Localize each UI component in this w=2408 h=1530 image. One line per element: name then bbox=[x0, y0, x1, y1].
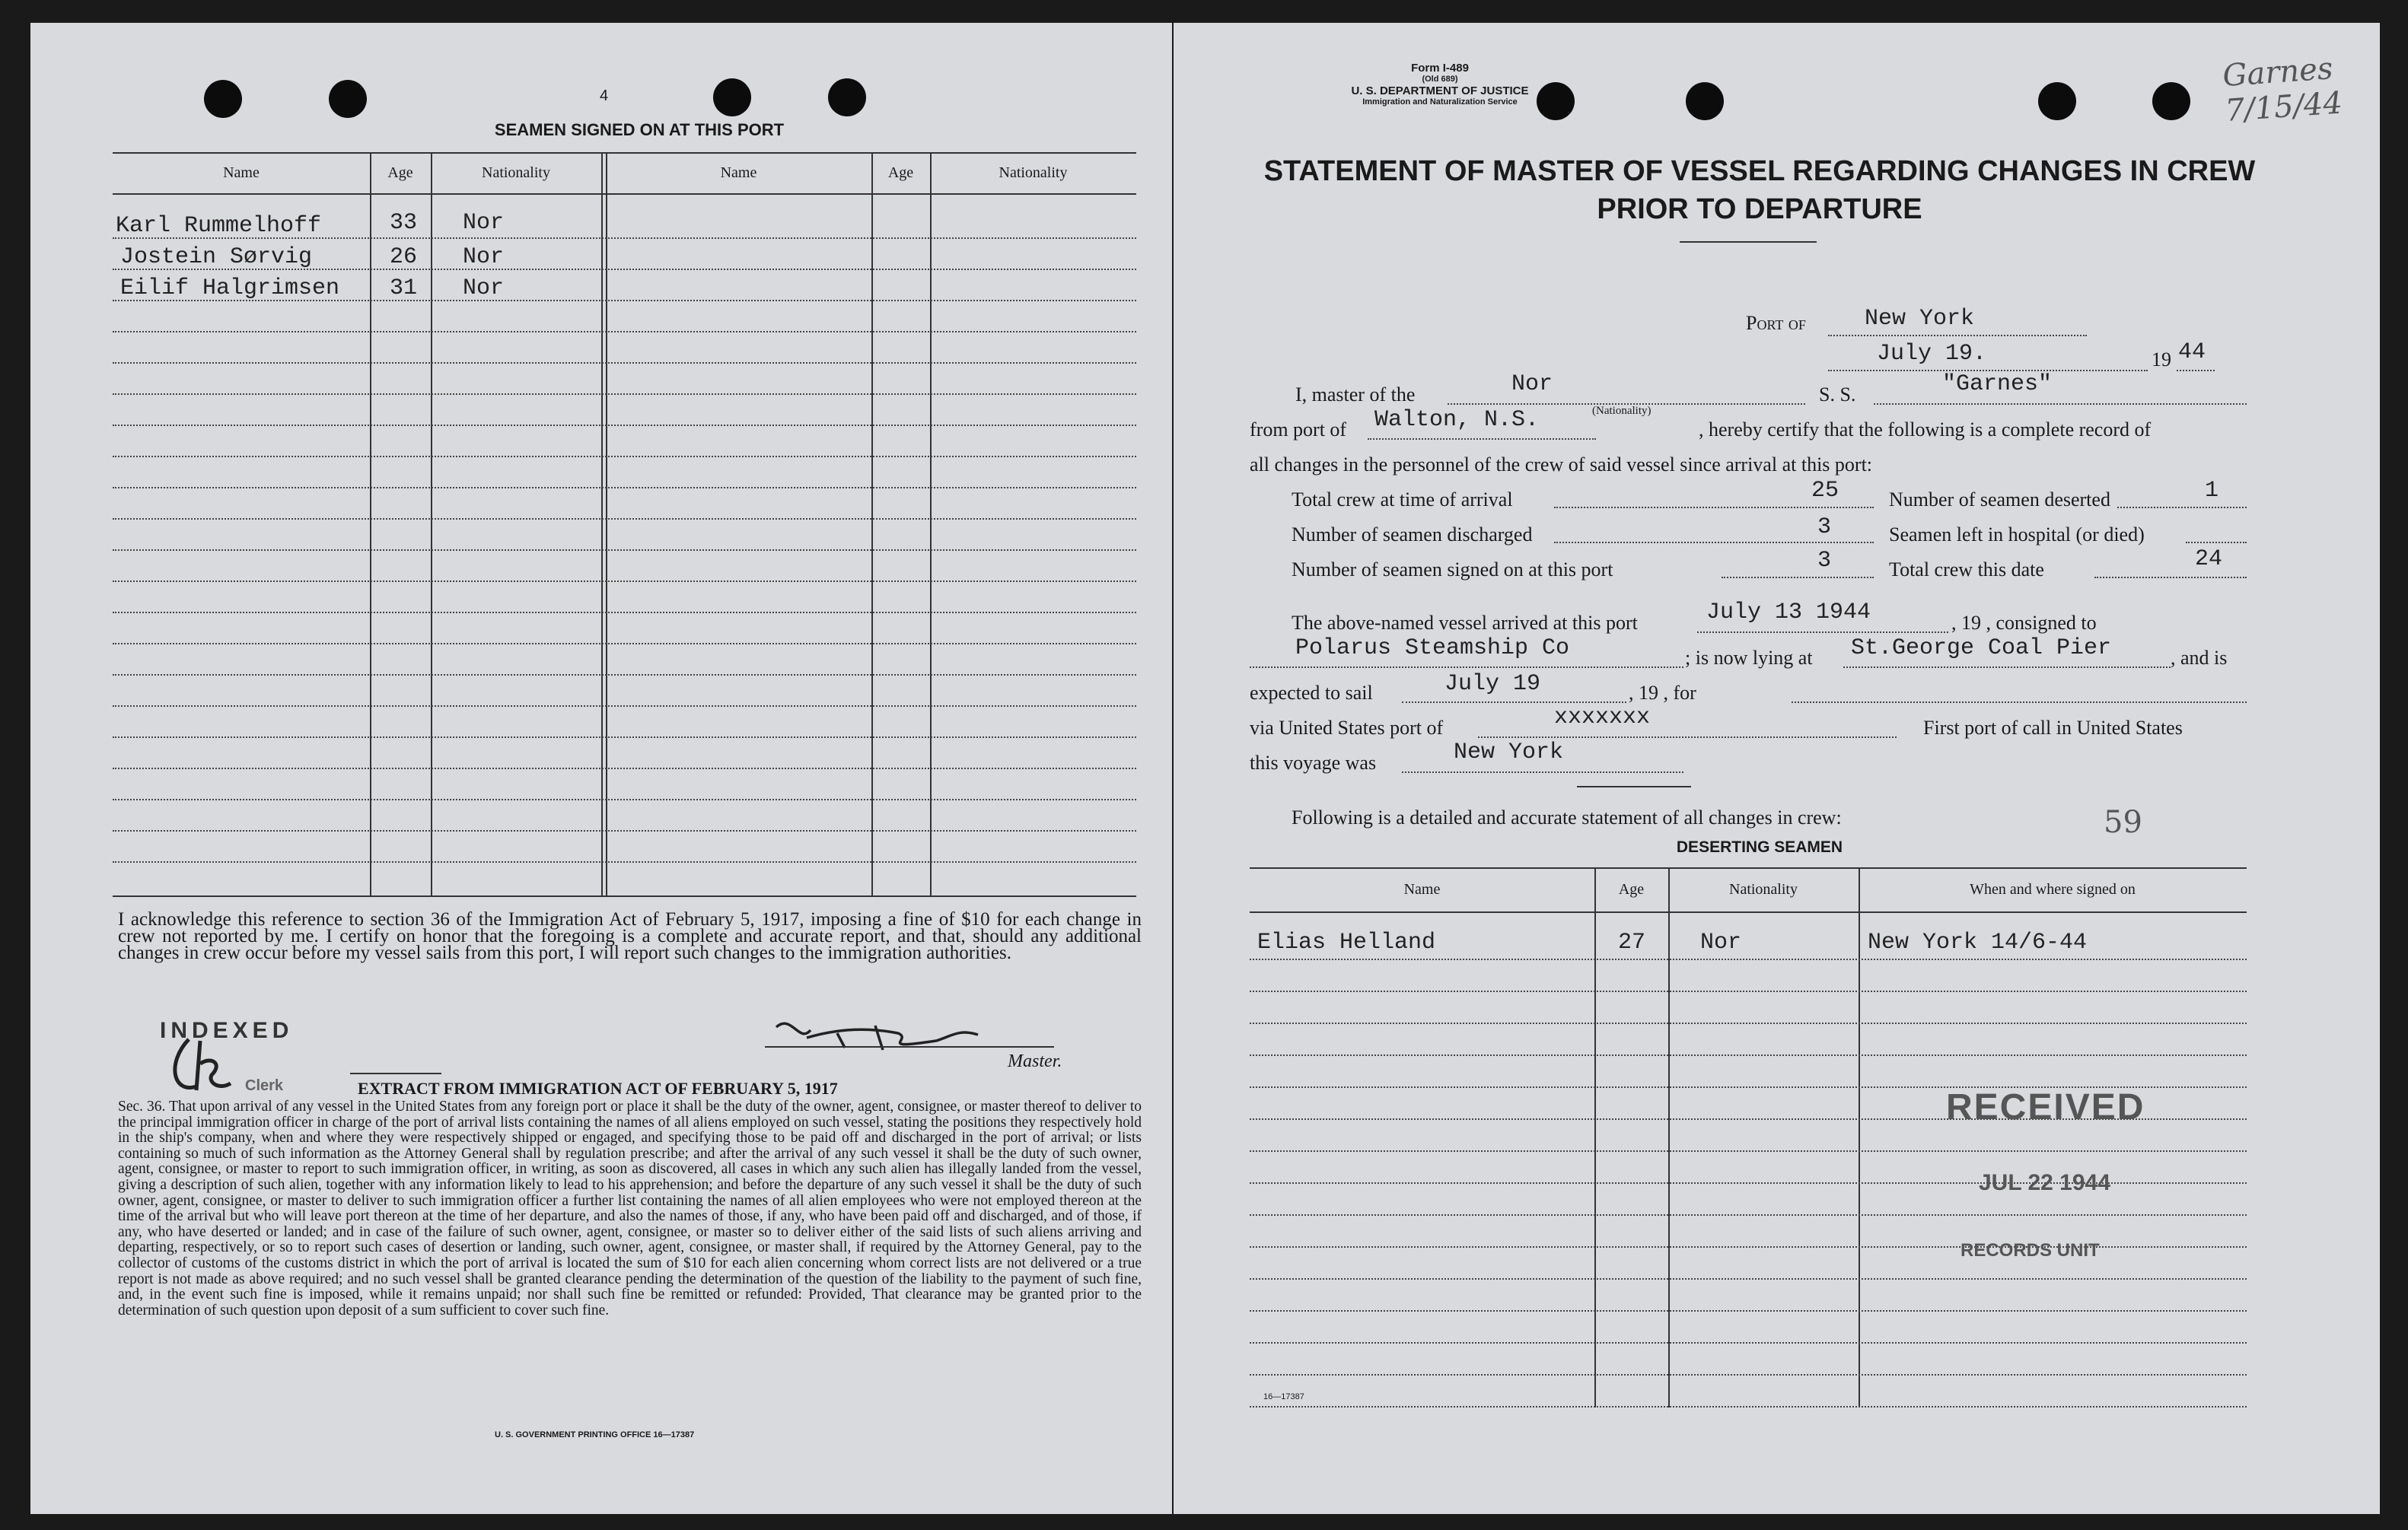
col-divider bbox=[1859, 867, 1860, 1408]
first-port-label: First port of call in United States bbox=[1923, 717, 2183, 739]
received-stamp: RECEIVED bbox=[1946, 1087, 2145, 1128]
seaman-name: Karl Rummelhoff bbox=[116, 213, 322, 239]
records-unit: RECORDS UNIT bbox=[1960, 1240, 2100, 1261]
stat-leader bbox=[1554, 507, 1874, 508]
stat-value: 3 bbox=[1817, 548, 1832, 574]
col-header-age: Age bbox=[387, 164, 413, 181]
stat-label: Total crew this date bbox=[1889, 558, 2044, 581]
table-bottom-rule bbox=[113, 895, 1136, 897]
voyage-value: New York bbox=[1454, 740, 1564, 765]
extract-title: EXTRACT FROM IMMIGRATION ACT OF FEBRUARY 5, 1917 bbox=[358, 1079, 838, 1098]
table-top-rule bbox=[113, 152, 1136, 154]
col-divider bbox=[601, 152, 603, 895]
via-field bbox=[1478, 712, 1897, 738]
col-header-nationality: Nationality bbox=[482, 164, 550, 181]
consignee-value: Polarus Steamship Co bbox=[1295, 635, 1570, 661]
title-line-1: STATEMENT OF MASTER OF VESSEL REGARDING CHANGES IN CREW bbox=[1263, 155, 2256, 187]
col-header-nationality: Nationality bbox=[1729, 881, 1798, 898]
form-old: (Old 689) bbox=[1422, 75, 1458, 84]
seaman-nationality: Nor bbox=[463, 275, 505, 301]
expected-label: expected to sail bbox=[1250, 682, 1373, 704]
port-of-value: New York bbox=[1865, 306, 1975, 332]
deserting-top-rule bbox=[1250, 867, 2247, 869]
seaman-nationality: Nor bbox=[463, 244, 505, 270]
col-header-name: Name bbox=[223, 164, 260, 181]
col-divider bbox=[930, 152, 932, 895]
stat-label: Number of seamen signed on at this port bbox=[1292, 558, 1613, 581]
master-of-label: I, master of the bbox=[1295, 383, 1416, 406]
year-value: 44 bbox=[2178, 339, 2206, 365]
title-rule bbox=[1680, 241, 1817, 243]
ss-value: "Garnes" bbox=[1942, 371, 2053, 397]
acknowledgement-text: I acknowledge this reference to section 36 of the Immigration Act of February 5, 1917, imposing a fine of $10 for each change in crew not reported by me. I certify on honor that the foregoing is a complete and accurate report, and that, should any additional changes in crew occur before my vessel sails from this port, I will report such changes to the immigration authorities. bbox=[118, 909, 1142, 963]
title-line-2: PRIOR TO DEPARTURE bbox=[1597, 193, 1922, 225]
extract-text: Sec. 36. That upon arrival of any vessel in the United States from any foreign port or place it shall be the duty of the owner, agent, consignee, or master thereof to deliver to the principal immigration officer in charge of the port of arrival lists containing the names of all aliens employed on such vessel, stating the positions they respectively hold in the ship's company, when and where they were respectively shipped or engaged, and specifying those to be paid off and discharged in the port of arrival; or lists containing so much of such information as the Attorney General shall by regulation prescribe; and after the arrival of any such vessel it shall be the duty of such owner, agent, consignee, or master to report to such immigration officer, in writing, as soon as discovered, all cases in which any such alien has illegally landed from the vessel, giving a description of such alien, together with any information likely to lead to his apprehension; and before the departure of any such vessel it shall be the duty of such owner, agent, consignee, or master to deliver to such immigration officer a further list containing the names of all alien employees who were not employed thereon at the time of the arrival but who will leave port thereon at the time of her departure, and also the names of those, if any, who have been paid off and discharged, and of those, if any, who have deserted or landed; and in case of the failure of such owner, agent, consignee, or master so to deliver either of the said lists of such aliens arriving and departing, respectively, or so to report such cases of desertion or landing, such owner, agent, consignee, or master shall, if required by the Attorney General, pay to the collector of customs of the customs district in which the port of arrival is located the sum of $10 for each alien concerning whom correct lists are not delivered or a true report is not made as above required; and no such vessel shall be granted clearance pending the determination of the question of the liability to the payment of such fine, and, in the event such fine is imposed, while it remains unpaid; nor shall such fine be remitted or refunded: Provided, That clearance may be granted prior to the determination of such question upon deposit of a sum sufficient to cover such fine. bbox=[118, 1099, 1142, 1318]
seaman-nationality: Nor bbox=[463, 210, 505, 236]
left-page bbox=[30, 23, 1172, 1514]
stat-leader bbox=[2186, 542, 2247, 543]
punch-hole bbox=[2152, 82, 2190, 120]
expected-value: July 19 bbox=[1444, 671, 1541, 697]
and-is-label: , and is bbox=[2171, 647, 2228, 669]
seaman-age: 26 bbox=[390, 244, 418, 270]
deserter-signed-on: New York 14/6-44 bbox=[1868, 930, 2088, 956]
arrived-label: The above-named vessel arrived at this port bbox=[1292, 612, 1638, 634]
arrived-value: July 13 1944 bbox=[1706, 600, 1871, 625]
seaman-age: 33 bbox=[390, 210, 418, 236]
form-number: Form I-489 bbox=[1411, 62, 1469, 75]
from-port-value: Walton, N.S. bbox=[1374, 407, 1540, 433]
seaman-age: 31 bbox=[390, 275, 418, 301]
master-signature bbox=[761, 1006, 1020, 1067]
deserter-age: 27 bbox=[1618, 930, 1646, 956]
nationality-caption: (Nationality) bbox=[1592, 405, 1652, 417]
stat-value: 1 bbox=[2205, 478, 2219, 504]
received-date: JUL 22 1944 bbox=[1979, 1170, 2110, 1195]
col-header-name: Name bbox=[720, 164, 757, 181]
nationality-value: Nor bbox=[1511, 371, 1553, 397]
stat-leader bbox=[2117, 507, 2247, 508]
col-divider bbox=[370, 152, 371, 895]
certify-text-2: all changes in the personnel of the crew of said vessel since arrival at this port: bbox=[1250, 453, 1873, 476]
deserting-header-rule bbox=[1250, 911, 2247, 913]
seaman-name: Eilif Halgrimsen bbox=[120, 275, 340, 301]
following-label: Following is a detailed and accurate statement of all changes in crew: bbox=[1292, 806, 1842, 829]
seaman-name: Jostein Sørvig bbox=[120, 244, 313, 270]
col-header-signed-on: When and where signed on bbox=[1970, 881, 2136, 898]
lying-label: ; is now lying at bbox=[1685, 647, 1813, 669]
table-header-rule bbox=[113, 193, 1136, 195]
ss-field bbox=[1874, 379, 2247, 405]
col-header-age: Age bbox=[1618, 881, 1645, 898]
punch-hole bbox=[828, 78, 866, 116]
via-value: xxxxxxx bbox=[1554, 705, 1651, 730]
port-of-label: Port of bbox=[1746, 312, 1806, 334]
for-field bbox=[1792, 677, 2247, 703]
clerk-initials bbox=[166, 1033, 242, 1102]
stat-label: Seamen left in hospital (or died) bbox=[1889, 523, 2145, 546]
punch-hole bbox=[2038, 82, 2076, 120]
voyage-label: this voyage was bbox=[1250, 752, 1377, 774]
stat-value: 25 bbox=[1811, 478, 1839, 504]
department: U. S. DEPARTMENT OF JUSTICE bbox=[1351, 84, 1529, 97]
stat-leader bbox=[1722, 577, 1874, 578]
form-header bbox=[1326, 62, 1554, 108]
certify-text: , hereby certify that the following is a complete record of bbox=[1699, 418, 2152, 441]
stat-value: 3 bbox=[1817, 514, 1832, 540]
form-title bbox=[1174, 152, 2346, 228]
for-label: , 19 , for bbox=[1629, 682, 1696, 704]
deserting-title: DESERTING SEAMEN bbox=[1676, 838, 1843, 856]
col-divider bbox=[606, 152, 607, 895]
col-divider bbox=[871, 152, 873, 895]
handwritten-note: Garnes 7/15/44 bbox=[2222, 51, 2344, 129]
consigned-label: , 19 , consigned to bbox=[1951, 612, 2097, 634]
page-mark: 59 bbox=[2104, 805, 2142, 840]
punch-hole bbox=[713, 78, 751, 116]
col-header-nationality: Nationality bbox=[999, 164, 1068, 181]
section-title: SEAMEN SIGNED ON AT THIS PORT bbox=[494, 120, 785, 139]
col-divider bbox=[1594, 867, 1596, 1408]
date-value: July 19. bbox=[1877, 341, 1987, 367]
stat-leader bbox=[2094, 577, 2247, 578]
col-header-age: Age bbox=[887, 164, 914, 181]
extract-rule bbox=[350, 1073, 441, 1074]
punch-hole bbox=[329, 80, 367, 118]
page-number: 4 bbox=[600, 87, 609, 104]
deserter-nationality: Nor bbox=[1700, 930, 1742, 956]
stat-label: Number of seamen discharged bbox=[1292, 523, 1533, 546]
nationality-field bbox=[1448, 379, 1805, 405]
master-label: Master. bbox=[1008, 1051, 1062, 1071]
service: Immigration and Naturalization Service bbox=[1362, 97, 1518, 107]
col-header-name: Name bbox=[1403, 881, 1441, 898]
form-footer: 16—17387 bbox=[1263, 1392, 1304, 1401]
stat-leader bbox=[1554, 542, 1874, 543]
right-page bbox=[1174, 23, 2380, 1514]
deserter-name: Elias Helland bbox=[1257, 930, 1436, 956]
date-field bbox=[1828, 345, 2148, 371]
via-label: via United States port of bbox=[1250, 717, 1444, 739]
col-divider bbox=[1668, 867, 1670, 1408]
stat-value: 24 bbox=[2195, 546, 2223, 572]
col-divider bbox=[431, 152, 432, 895]
stat-label: Total crew at time of arrival bbox=[1292, 488, 1513, 511]
punch-hole bbox=[1686, 82, 1724, 120]
signature-rule bbox=[765, 1046, 1054, 1048]
lying-value: St.George Coal Pier bbox=[1851, 635, 2112, 661]
from-port-label: from port of bbox=[1250, 418, 1347, 441]
ss-label: S. S. bbox=[1819, 383, 1856, 406]
stat-label: Number of seamen deserted bbox=[1889, 488, 2110, 511]
year-prefix: 19 bbox=[2152, 348, 2171, 371]
clerk-stamp: Clerk bbox=[245, 1077, 284, 1094]
printing-office: U. S. GOVERNMENT PRINTING OFFICE 16—17387 bbox=[495, 1430, 695, 1439]
punch-hole bbox=[204, 80, 242, 118]
indexed-stamp: INDEXED bbox=[160, 1018, 294, 1043]
section-rule bbox=[1577, 786, 1691, 787]
